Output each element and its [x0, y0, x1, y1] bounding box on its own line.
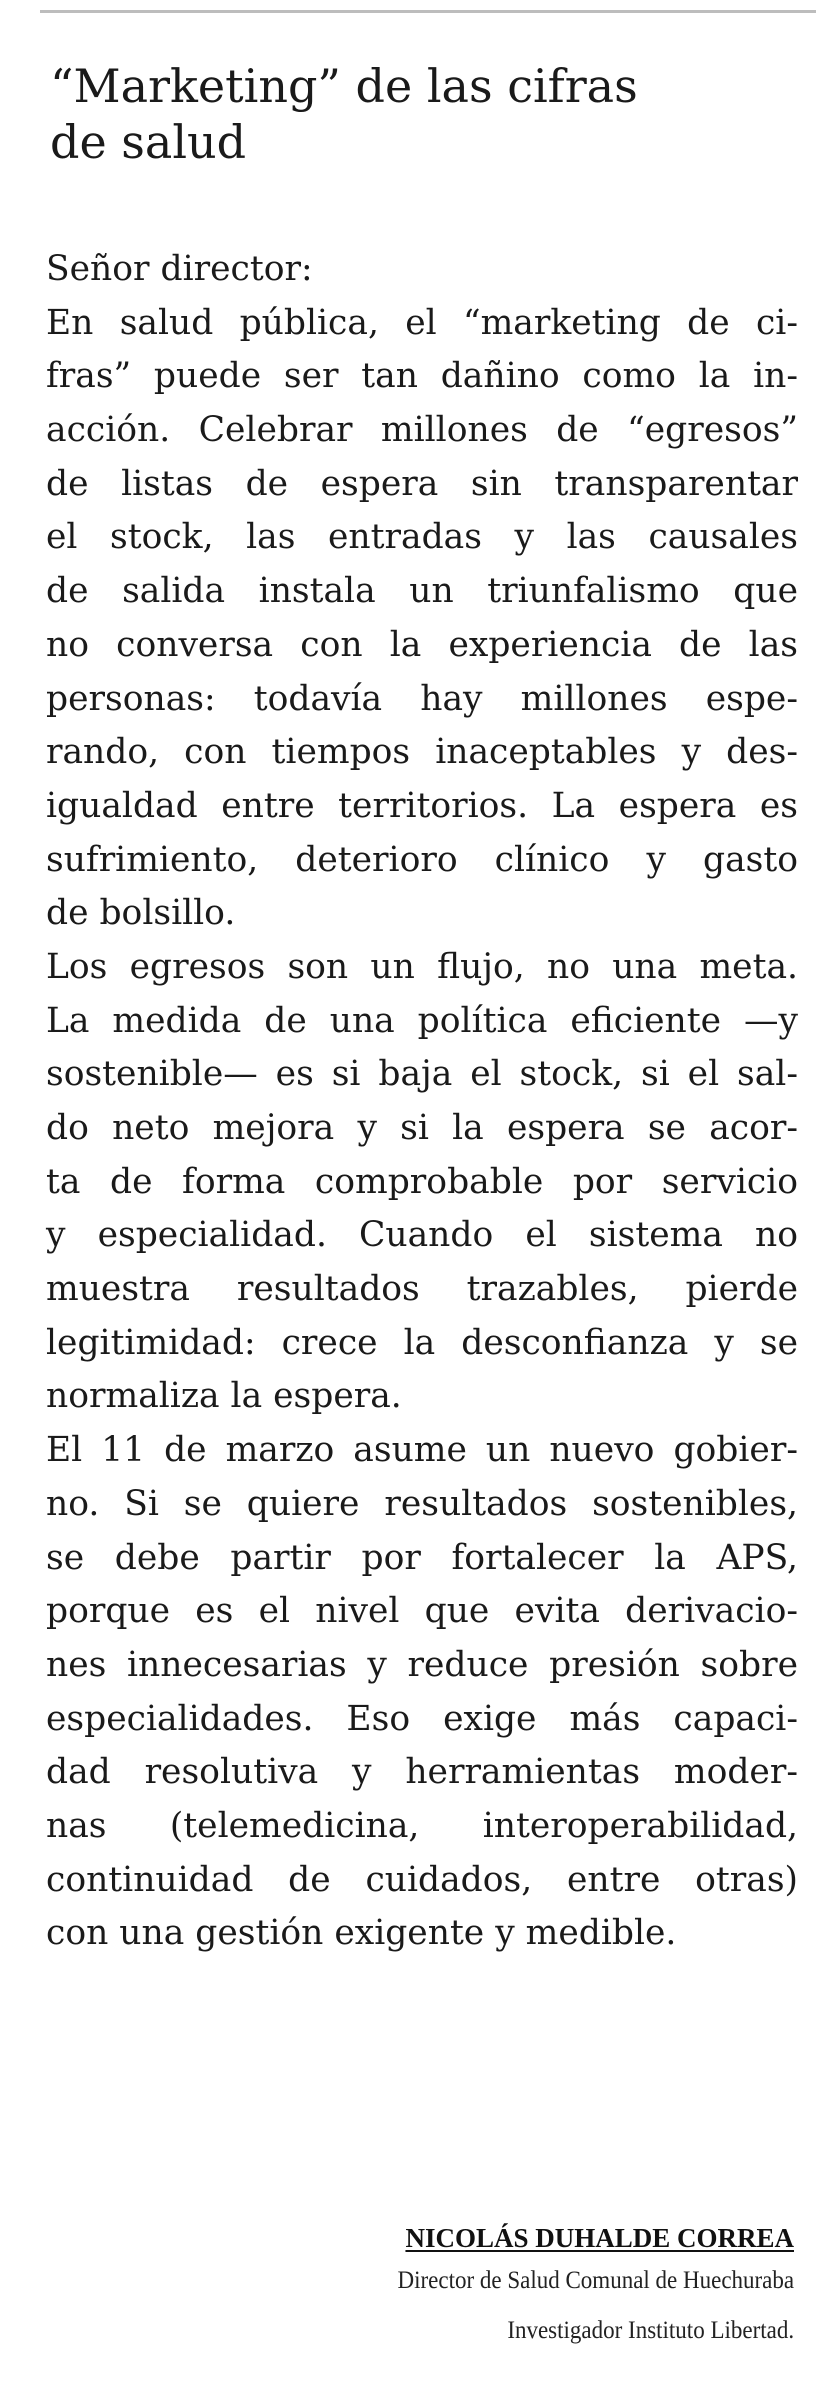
body-line: igualdad entre territorios. La espera es: [46, 785, 798, 826]
body-line: de listas de espera sin transparentar: [46, 463, 798, 504]
body-line: se debe partir por fortalecer la APS,: [46, 1537, 798, 1578]
salutation: Señor director:: [46, 249, 313, 289]
body-line: dad resolutiva y herramientas moder-: [46, 1752, 798, 1793]
body-line: legitimidad: crece la desconfianza y se: [46, 1322, 798, 1363]
body-line: personas: todavía hay millones espe-: [46, 678, 798, 719]
body-line: continuidad de cuidados, entre otras): [46, 1859, 798, 1900]
body-line: normaliza la espera.: [46, 1376, 402, 1417]
body-line: no. Si se quiere resultados sostenibles,: [46, 1483, 798, 1524]
article-title-line: de salud: [50, 115, 247, 169]
body-line: ta de forma comprobable por servicio: [46, 1161, 798, 1202]
body-line: El 11 de marzo asume un nuevo gobier-: [46, 1430, 798, 1471]
author-affiliation: Investigador Instituto Libertad.: [507, 2317, 794, 2344]
body-line: La medida de una política eficiente —y: [46, 1000, 798, 1041]
body-line: Los egresos son un flujo, no una meta.: [46, 946, 798, 987]
body-line: no conversa con la experiencia de las: [46, 624, 798, 665]
article-title: [50, 58, 790, 170]
body-line: do neto mejora y si la espera se acor-: [46, 1108, 798, 1148]
signature-block: [363, 2220, 794, 2356]
body-line: sostenible— es si baja el stock, si el sal-: [46, 1054, 798, 1095]
body-line: En salud pública, el “marketing de ci-: [46, 302, 798, 343]
body-line: acción. Celebrar millones de “egresos”: [46, 410, 798, 451]
letter-body: [46, 243, 798, 1961]
body-line: de salida instala un triunfalismo que: [46, 571, 798, 612]
body-line: sufrimiento, deterioro clínico y gasto: [46, 839, 798, 880]
body-line: muestra resultados trazables, pierde: [46, 1269, 798, 1310]
author-role: Director de Salud Comunal de Huechuraba: [397, 2267, 794, 2294]
body-line: fras” puede ser tan dañino como la in-: [46, 356, 798, 397]
author-name: NICOLÁS DUHALDE CORREA: [405, 2223, 794, 2253]
body-line: con una gestión exigente y medible.: [46, 1913, 677, 1954]
body-line: y especialidad. Cuando el sistema no: [46, 1215, 798, 1256]
article-title-line: “Marketing” de las cifras: [50, 59, 638, 113]
body-line: especialidades. Eso exige más capaci-: [46, 1698, 798, 1739]
body-line: de bolsillo.: [46, 893, 236, 934]
body-line: nes innecesarias y reduce presión sobre: [46, 1644, 798, 1685]
body-line: porque es el nivel que evita derivacio-: [46, 1591, 798, 1632]
body-line: nas (telemedicina, interoperabilidad,: [46, 1805, 798, 1846]
top-divider: [40, 10, 816, 13]
body-line: el stock, las entradas y las causales: [46, 517, 798, 558]
body-line: rando, con tiempos inaceptables y des-: [46, 732, 798, 773]
